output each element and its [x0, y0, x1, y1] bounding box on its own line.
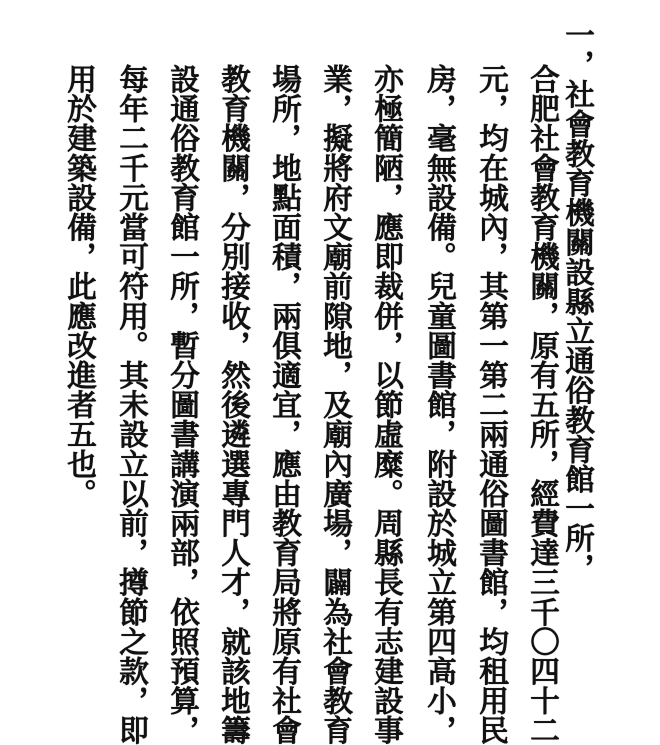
text-column: 元，均在城內，其第一第二兩通俗圖書館，均租用民	[475, 64, 510, 745]
text-column: 亦極簡陋，應即裁併，以節虛糜。周縣長有志建設事	[370, 64, 405, 745]
text-column-heading: 一，社會教育機關設縣立通俗教育館一所，	[561, 20, 596, 583]
text-column: 業，擬將府文廟前隙地，及廟內廣場，闢為社會教育	[319, 64, 354, 745]
text-column: 設通俗教育館一所，暫分圖書講演兩部，依照預算，	[166, 64, 201, 745]
text-column: 場所，地點面積，兩俱適宜，應由教育局將原有社會	[268, 64, 303, 745]
text-column: 教育機關，分別接收，然後遴選專門人才，就該地籌	[217, 64, 252, 745]
text-column: 合肥社會教育機關，原有五所，經費達三千〇四十二	[526, 64, 561, 745]
text-column: 用於建築設備，此應改進者五也。	[63, 64, 98, 508]
text-column: 房，毫無設備。兒童圖書館，附設於城立第四高小，	[423, 64, 458, 745]
text-column: 每年二千元當可符用。其未設立以前，撙節之款，即	[115, 64, 150, 745]
